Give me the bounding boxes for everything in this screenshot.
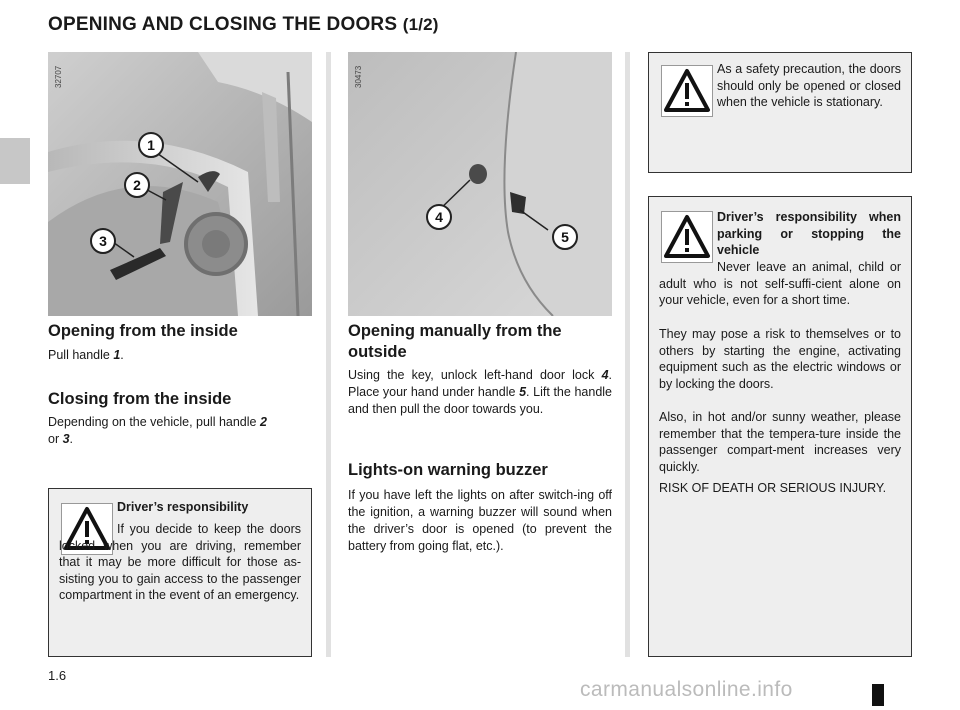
warning-left-text: If you decide to keep the doors locked when you are driving, remember that it may be more difficult for those as-sisting you to gain access to the passenger compartment in the event of an emergency. (59, 522, 301, 602)
exterior-door-illustration (348, 52, 612, 316)
opening-inside-text: Pull handle 1. (48, 348, 124, 362)
warning-right-para1: Never leave an animal, child or adult who is not self-suffi-cient alone on your vehicle, even for a short time. (659, 260, 901, 307)
opening-outside-heading: Opening manually from the outside (348, 322, 562, 361)
callout-5: 5 (552, 224, 578, 250)
opening-inside-heading: Opening from the inside (48, 322, 238, 340)
title-main: OPENING AND CLOSING THE DOORS (48, 14, 398, 35)
warning-right-para4: RISK OF DEATH OR SERIOUS INJURY. (659, 481, 887, 495)
opening-outside-text: Using the key, unlock left-hand door lock 4. Place your hand under handle 5. Lift the handle and then pull the door towards you. (348, 368, 612, 416)
buzzer-text: If you have left the lights on after switch-ing off the ignition, a warning buzzer will sound when the driver’s door is opened (to prevent the battery from going flat, etc.). (348, 488, 612, 553)
figure-ref-left: 32707 (54, 65, 63, 88)
warning-box-locked-doors (48, 488, 312, 657)
warning-top-right-text: As a safety precaution, the doors should only be opened or closed when the vehicle is stationary. (717, 62, 901, 109)
title-part: (1/2) (402, 15, 439, 34)
callout-1: 1 (138, 132, 164, 158)
closing-inside-heading: Closing from the inside (48, 390, 232, 408)
warning-triangle-icon (661, 211, 713, 263)
footer-mark (872, 684, 884, 706)
callout-4: 4 (426, 204, 452, 230)
closing-inside-text: Depending on the vehicle, pull handle 2 or 3. (48, 415, 267, 446)
column-divider-left (326, 52, 331, 657)
warning-right-para2: They may pose a risk to themselves or to others by starting the engine, activating equipment such as the electric windows or by locking the doors. (659, 327, 901, 391)
warning-right-para3: Also, in hot and/or sunny weather, please remember that the tempera-ture inside the passenger compart-ment increases very quickly. (659, 410, 901, 474)
buzzer-heading: Lights-on warning buzzer (348, 461, 548, 479)
watermark: carmanualsonline.info (580, 678, 793, 701)
callout-2: 2 (124, 172, 150, 198)
warning-box-stationary (648, 52, 912, 173)
warning-triangle-icon (661, 65, 713, 117)
warning-right-heading: Driver’s responsibility when parking or stopping the vehicle (717, 210, 901, 257)
callout-3: 3 (90, 228, 116, 254)
page-title (48, 14, 439, 36)
warning-left-heading: Driver’s responsibility (117, 500, 249, 514)
section-tab (0, 138, 30, 184)
figure-ref-center: 30473 (354, 65, 363, 88)
column-divider-right (625, 52, 630, 657)
warning-box-parking (648, 196, 912, 657)
page-number: 1.6 (48, 668, 67, 683)
interior-door-illustration (48, 52, 312, 316)
